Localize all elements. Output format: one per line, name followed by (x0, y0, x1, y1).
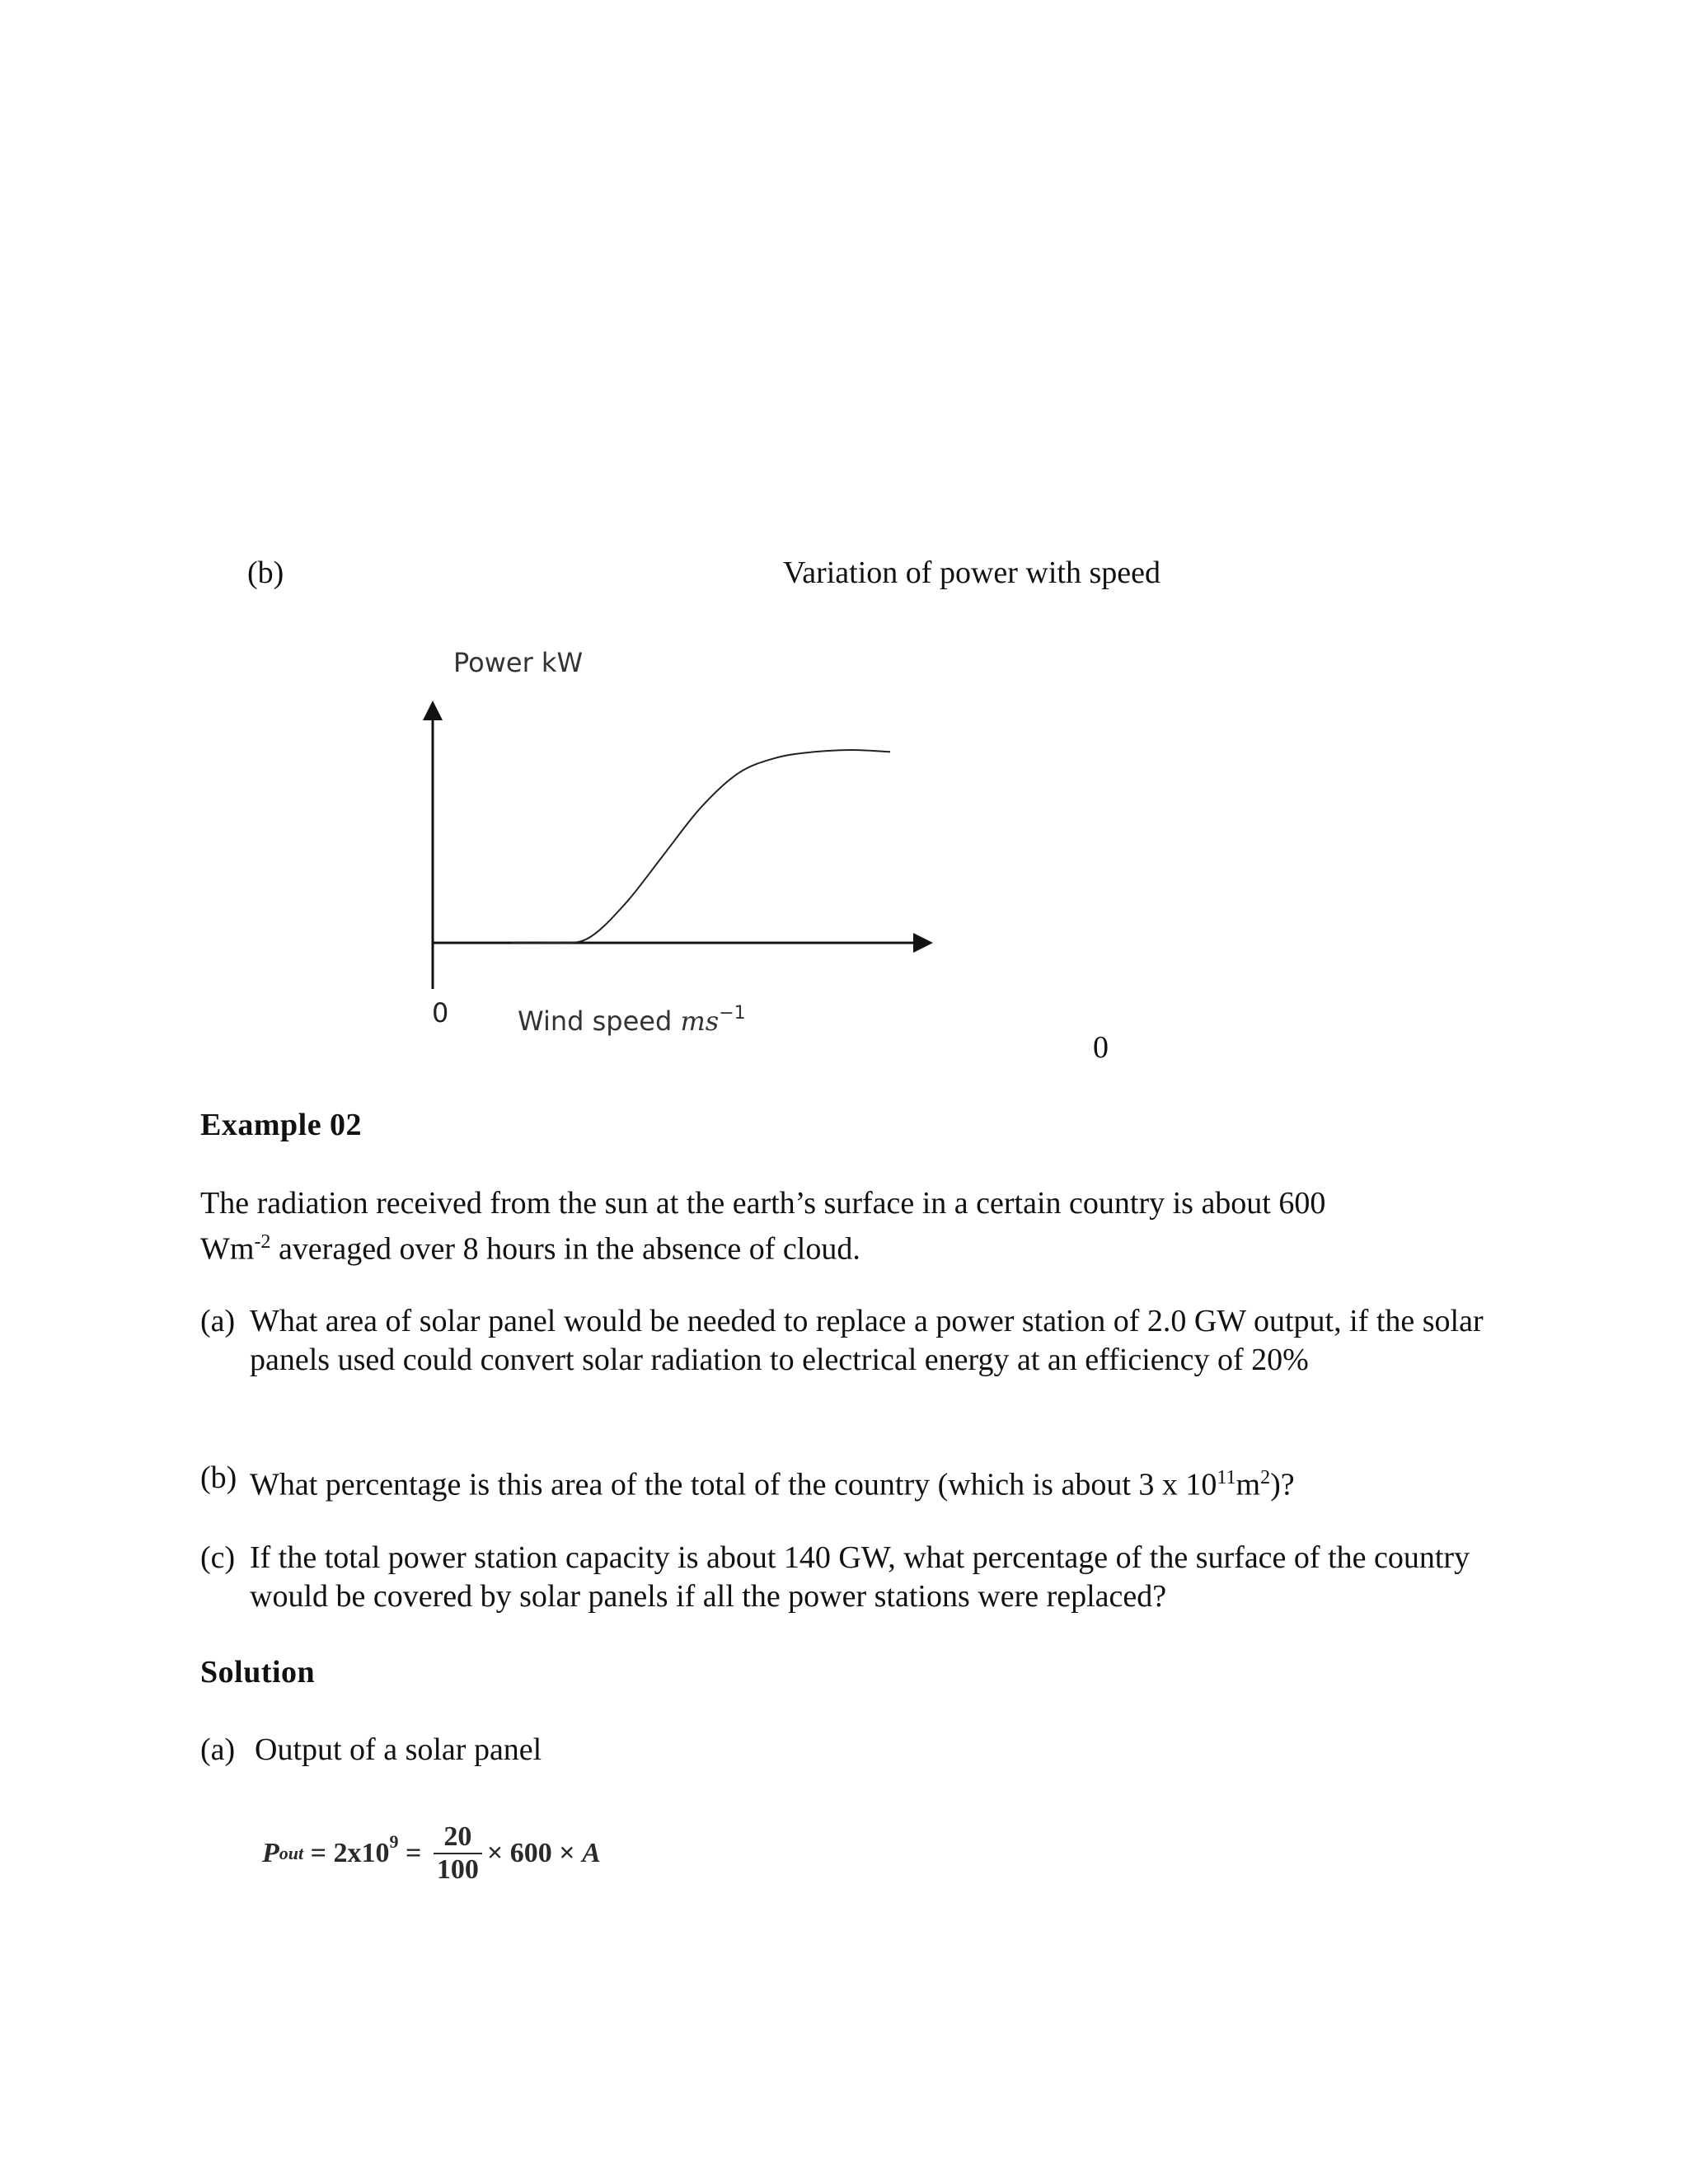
unit-wm: Wm (200, 1231, 255, 1267)
question-a (200, 1302, 1519, 1377)
eq-exponent: 9 (389, 1831, 399, 1852)
stray-zero: 0 (1093, 1030, 1109, 1065)
power-speed-chart (396, 643, 973, 1071)
question-b-text-mid: m (1236, 1467, 1261, 1502)
x-axis-label-main: Wind speed (518, 1005, 681, 1037)
question-a-text: What area of solar panel would be needed to replace a power station of 2.0 GW output, if the solar panels used could convert solar radiation to electrical energy at an efficiency of 20% (250, 1304, 1484, 1377)
origin-label: 0 (432, 997, 449, 1029)
solution-a (200, 1731, 542, 1769)
solution-a-label: (a) (200, 1732, 236, 1767)
example-paragraph-line2 (200, 1223, 1486, 1269)
eq-fraction (434, 1821, 482, 1886)
eq-denominator: 100 (436, 1854, 479, 1885)
eq-lhs: = 2x10 (303, 1838, 390, 1868)
question-b-text-post: )? (1270, 1467, 1295, 1502)
power-curve (511, 750, 890, 943)
chart-svg (396, 643, 973, 1071)
example-paragraph-line2-rest: averaged over 8 hours in the absence of cloud. (270, 1231, 860, 1267)
solution-heading: Solution (200, 1655, 316, 1690)
question-b (200, 1459, 1519, 1502)
example-paragraph-line1: The radiation received from the sun at the earth’s surface in a certain country is about 600 (200, 1186, 1326, 1221)
x-axis-label (518, 1003, 746, 1037)
x-axis-label-unit: ms (680, 1005, 720, 1037)
power-equation (262, 1821, 601, 1886)
y-axis-label: Power kW (453, 647, 584, 678)
question-b-text (250, 1459, 1519, 1505)
unit-exponent: -2 (254, 1231, 271, 1253)
eq-area-symbol: A (582, 1838, 601, 1868)
example-paragraph (200, 1184, 1486, 1269)
eq-numerator: 20 (443, 1821, 472, 1852)
eq-equals: = (398, 1838, 429, 1868)
question-b-exponent: 11 (1217, 1467, 1236, 1488)
question-c-text: If the total power station capacity is about 140 GW, what percentage of the surface of the country would be covered by solar panels if all the power stations were replaced? (250, 1540, 1470, 1614)
figure-title: Variation of power with speed (783, 555, 1160, 590)
eq-rhs: × 600 × (486, 1838, 583, 1868)
eq-power-symbol: P (262, 1838, 279, 1868)
question-b-text-pre: What percentage is this area of the total of the country (which is about 3 x 10 (250, 1467, 1217, 1502)
question-b-label: (b) (200, 1460, 237, 1495)
question-b-exponent2: 2 (1260, 1467, 1271, 1488)
example-heading: Example 02 (200, 1108, 363, 1142)
part-label: (b) (247, 555, 284, 590)
question-a-label: (a) (200, 1304, 236, 1338)
question-c (200, 1539, 1519, 1614)
x-axis-label-exponent: −1 (719, 1003, 746, 1024)
eq-power-subscript: out (279, 1843, 304, 1863)
solution-a-text: Output of a solar panel (255, 1732, 542, 1767)
question-c-label: (c) (200, 1540, 236, 1575)
